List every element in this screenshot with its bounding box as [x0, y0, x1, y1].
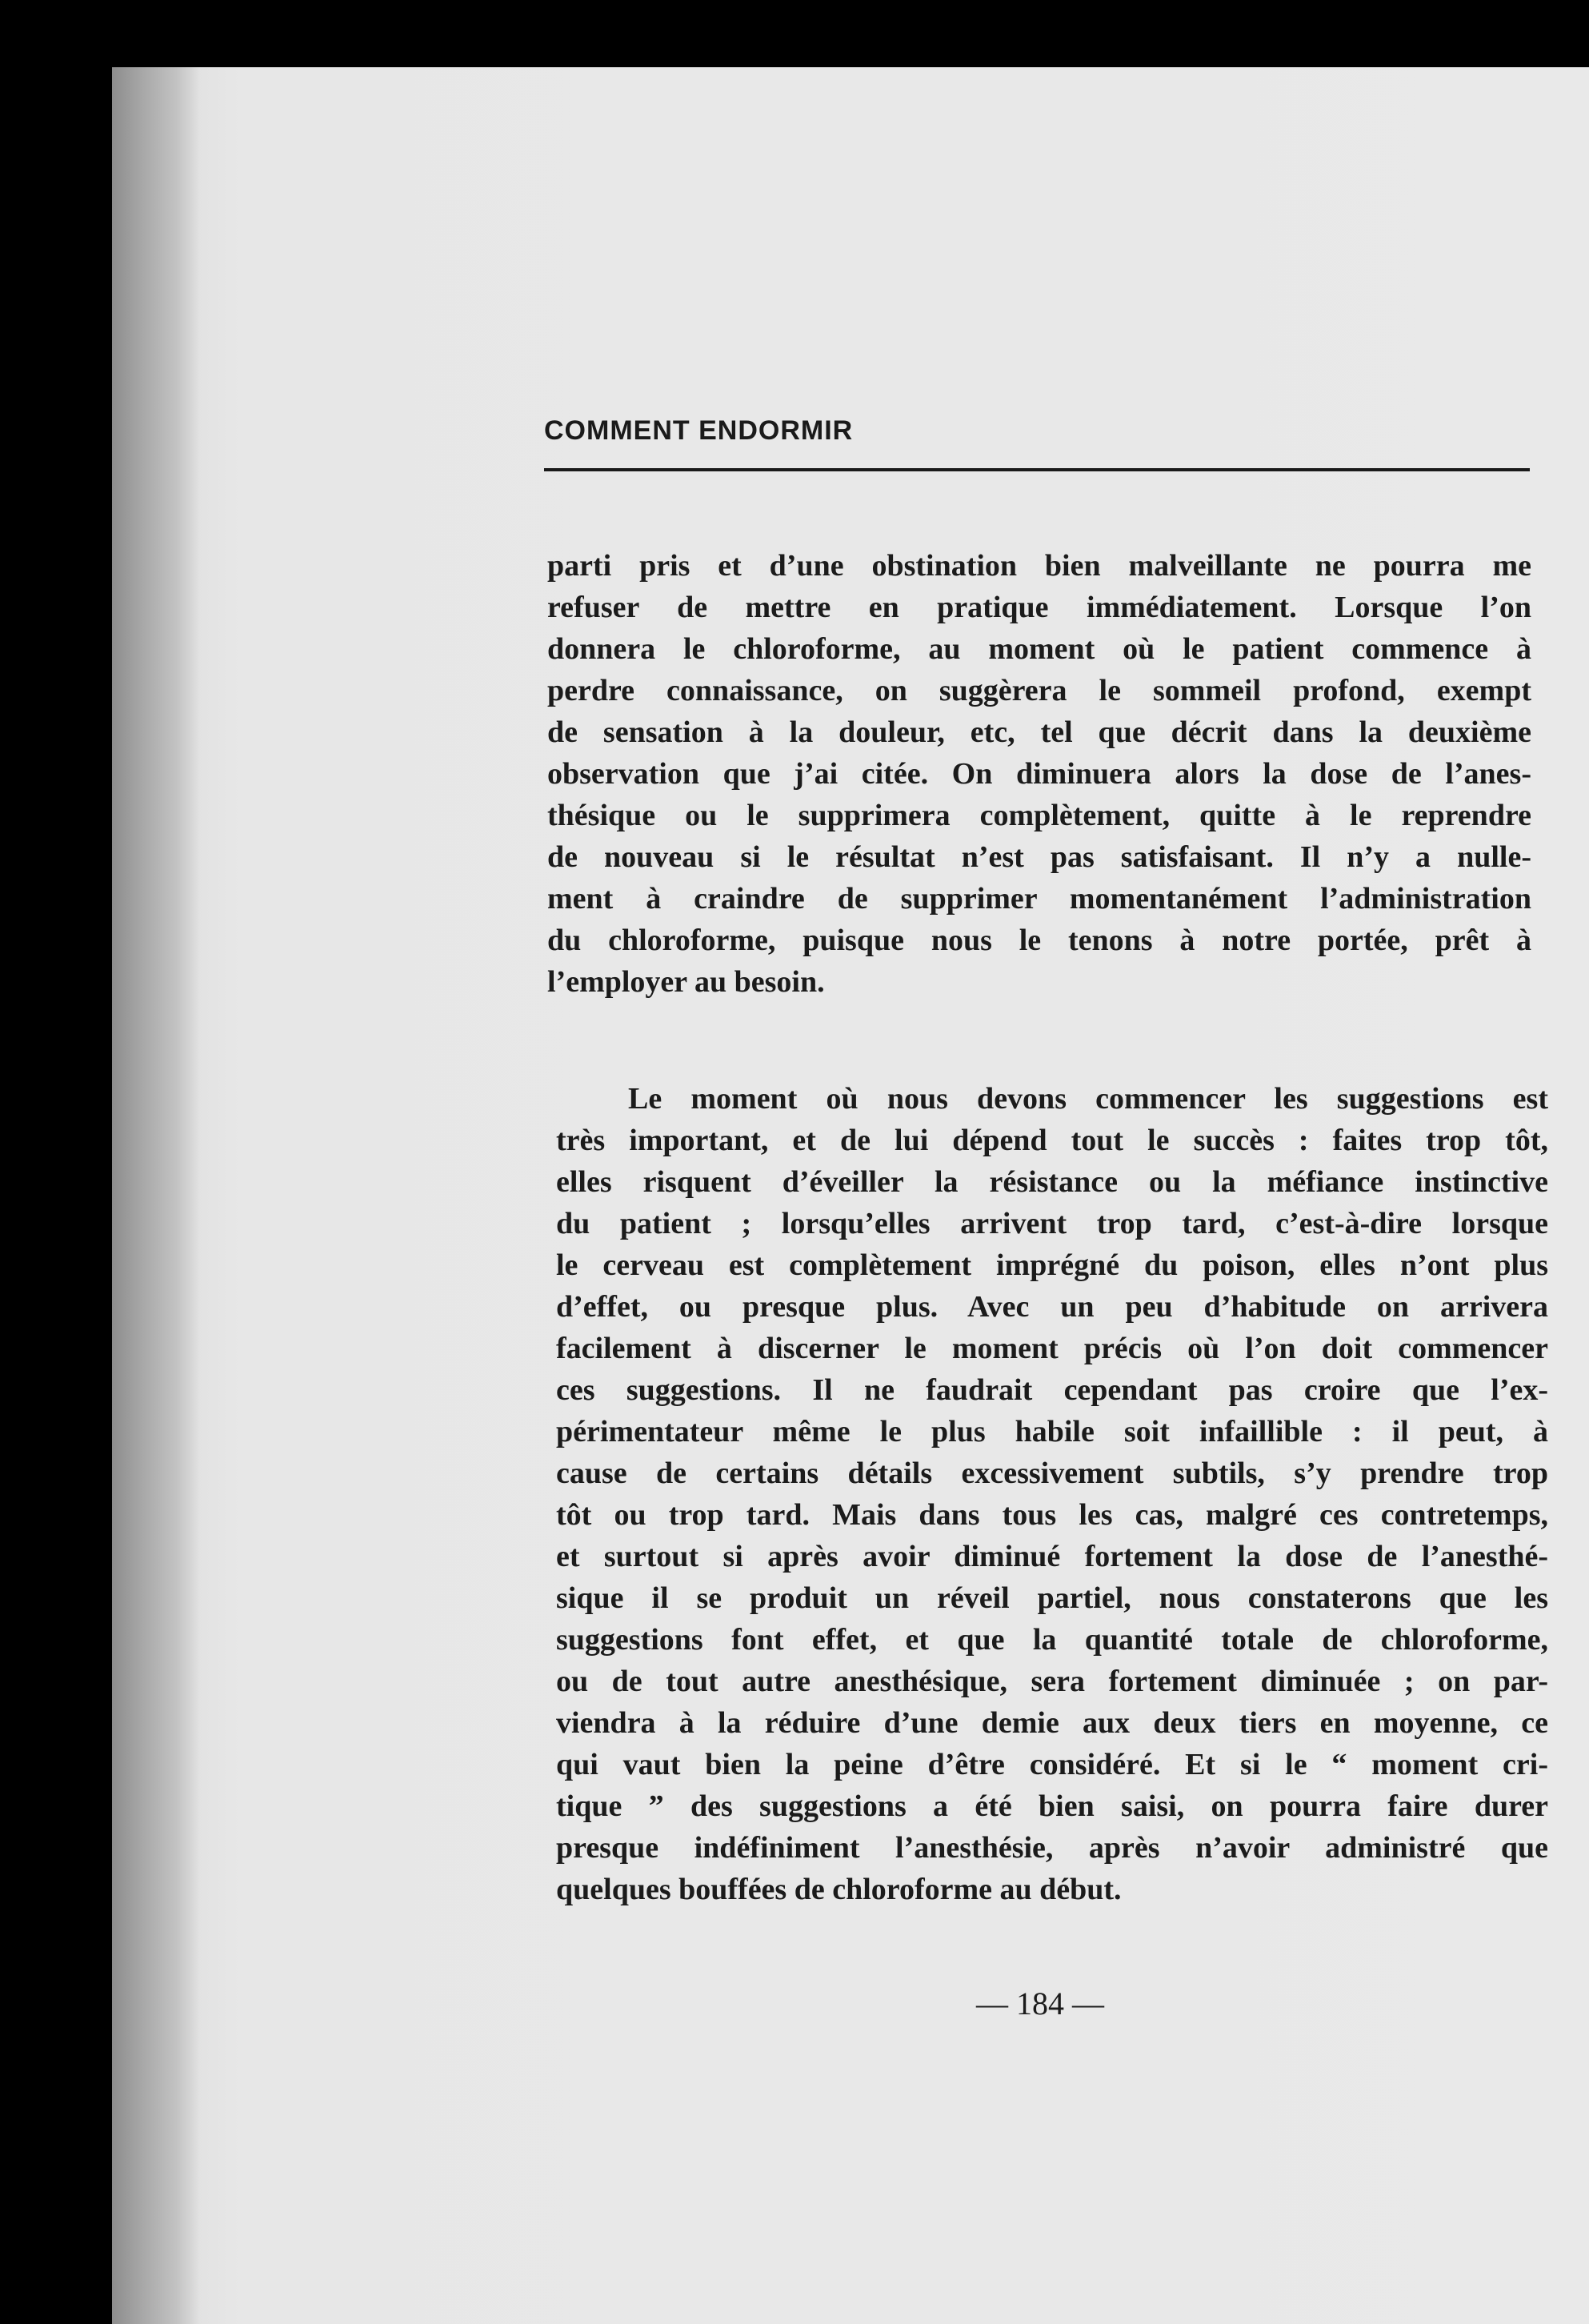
text-line: périmentateur même le plus habile soit infaillible : il peut, à: [556, 1415, 1548, 1448]
text-line: presque indéfiniment l’anesthésie, après n’avoir administré que: [556, 1831, 1548, 1865]
text-line: parti pris et d’une obstination bien malveillante ne pourra me: [547, 549, 1531, 583]
paragraph-1: [547, 545, 1531, 1003]
text-line: elles risquent d’éveiller la résistance ou la méfiance instinctive: [556, 1165, 1548, 1199]
text-line: suggestions font effet, et que la quantité totale de chloroforme,: [556, 1623, 1548, 1657]
text-line: viendra à la réduire d’une demie aux deux tiers en moyenne, ce: [556, 1706, 1548, 1740]
text-line: tôt ou trop tard. Mais dans tous les cas, malgré ces contretemps,: [556, 1498, 1548, 1532]
text-line: thésique ou le supprimera complètement, quitte à le reprendre: [547, 799, 1531, 832]
running-title: COMMENT ENDORMIR: [544, 415, 854, 446]
text-line: du patient ; lorsqu’elles arrivent trop tard, c’est-à-dire lorsque: [556, 1207, 1548, 1240]
text-line: cause de certains détails excessivement subtils, s’y prendre trop: [556, 1457, 1548, 1490]
text-line: et surtout si après avoir diminué fortement la dose de l’anesthé-: [556, 1540, 1548, 1573]
page-binding-shadow: [112, 67, 200, 2324]
text-line: ces suggestions. Il ne faudrait cependant pas croire que l’ex-: [556, 1373, 1548, 1407]
text-line: tique ” des suggestions a été bien saisi, on pourra faire durer: [556, 1789, 1548, 1823]
text-line: ou de tout autre anesthésique, sera fortement diminuée ; on par-: [556, 1665, 1548, 1698]
header-rule: [544, 468, 1530, 471]
text-line: observation que j’ai citée. On diminuera alors la dose de l’anes-: [547, 757, 1531, 791]
text-line: très important, et de lui dépend tout le succès : faites trop tôt,: [556, 1124, 1548, 1157]
paragraph-2: [556, 1078, 1548, 1910]
text-line: de sensation à la douleur, etc, tel que décrit dans la deuxième: [547, 715, 1531, 749]
text-line: sique il se produit un réveil partiel, nous constaterons que les: [556, 1581, 1548, 1615]
text-line: qui vaut bien la peine d’être considéré. Et si le “ moment cri-: [556, 1748, 1548, 1781]
text-line: perdre connaissance, on suggèrera le sommeil profond, exempt: [547, 674, 1531, 707]
page-number: — 184 —: [976, 1985, 1104, 2021]
text-line: d’effet, ou presque plus. Avec un peu d’habitude on arrivera: [556, 1290, 1548, 1324]
text-line: le cerveau est complètement imprégné du poison, elles n’ont plus: [556, 1248, 1548, 1282]
text-line: de nouveau si le résultat n’est pas satisfaisant. Il n’y a nulle-: [547, 840, 1531, 874]
text-line: refuser de mettre en pratique immédiatement. Lorsque l’on: [547, 591, 1531, 624]
text-line: l’employer au besoin.: [547, 965, 825, 999]
text-line: ment à craindre de supprimer momentanément l’administration: [547, 882, 1531, 916]
text-line: du chloroforme, puisque nous le tenons à notre portée, prêt à: [547, 924, 1531, 957]
text-line: quelques bouffées de chloroforme au début.: [556, 1873, 1122, 1906]
text-line: donnera le chloroforme, au moment où le patient commence à: [547, 632, 1531, 666]
text-line: Le moment où nous devons commencer les suggestions est: [628, 1082, 1548, 1116]
text-line: facilement à discerner le moment précis où l’on doit commencer: [556, 1332, 1548, 1365]
